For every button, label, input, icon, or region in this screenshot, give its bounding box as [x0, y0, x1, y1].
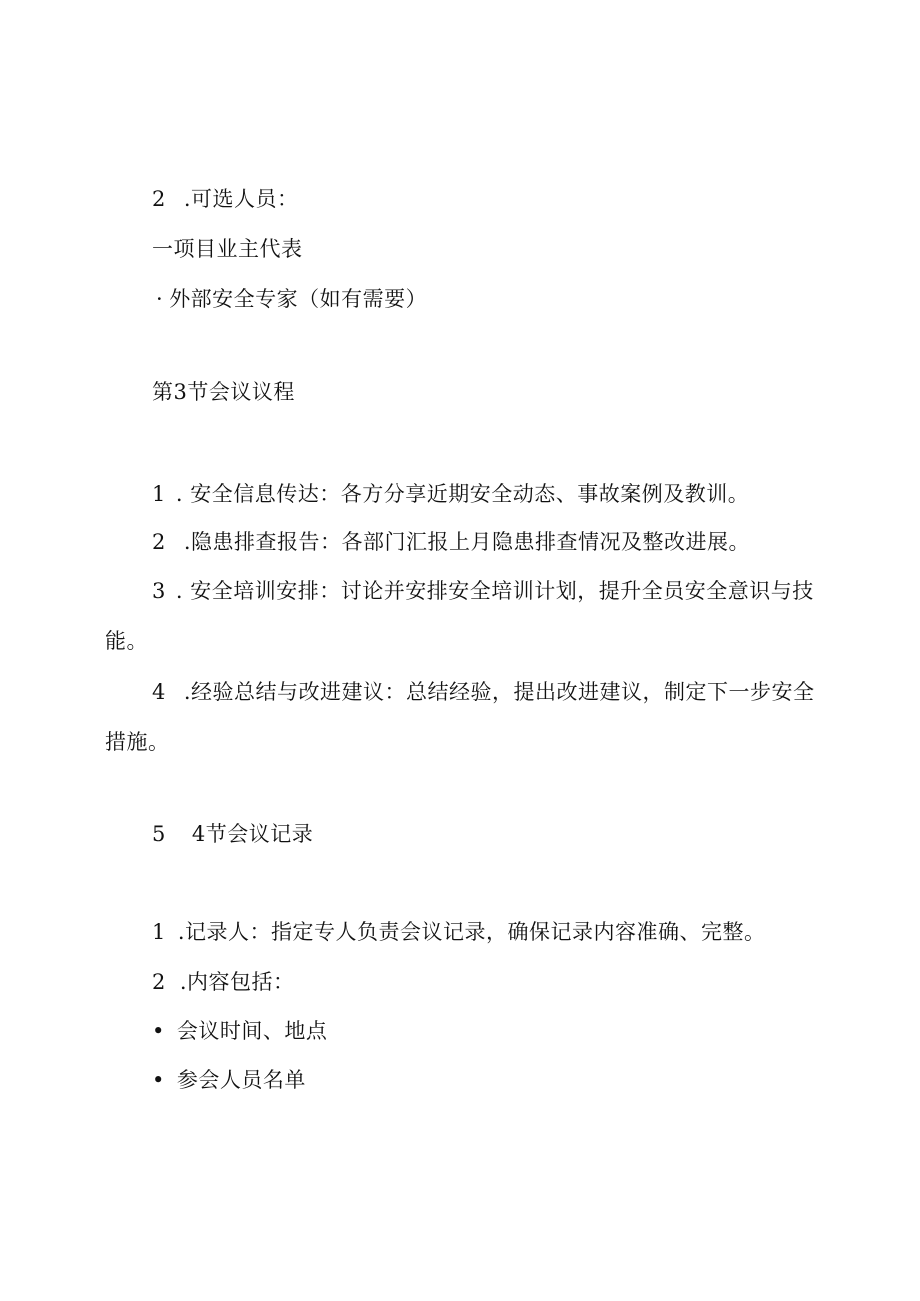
- record-item-text: .内容包括：: [179, 970, 295, 994]
- record-bullet-text: 参会人员名单: [176, 1068, 306, 1092]
- section4-title: [152, 822, 313, 846]
- agenda-item-3-cont: 能。: [105, 629, 148, 653]
- agenda-item-1: [152, 482, 749, 506]
- agenda-item-4-cont: 措施。: [105, 730, 170, 754]
- section3-title: 第3节会议议程: [152, 380, 295, 404]
- optional-heading: [152, 187, 299, 211]
- bullet-icon: •: [152, 1019, 165, 1043]
- agenda-item-num: 2: [152, 530, 166, 554]
- agenda-item-text: . 安全信息传达：各方分享近期安全动态、事故案例及教训。: [175, 482, 750, 506]
- record-item-1: [152, 920, 766, 944]
- record-item-num: 2: [152, 970, 166, 994]
- optional-item-owner: [152, 237, 303, 261]
- optional-heading-text: .可选人员：: [183, 187, 299, 211]
- agenda-item-2: [152, 530, 750, 554]
- agenda-item-num: 4: [152, 680, 166, 704]
- bullet-icon: ·: [156, 287, 164, 311]
- agenda-item-text: .隐患排查报告：各部门汇报上月隐患排查情况及整改进展。: [183, 530, 751, 554]
- section4-title-text: 4节会议记录: [191, 822, 314, 846]
- optional-item-owner-text: 一项目业主代表: [152, 237, 303, 261]
- record-bullet-2: [152, 1068, 306, 1092]
- agenda-item-text: .经验总结与改进建议：总结经验，提出改进建议，制定下一步安全: [183, 680, 815, 704]
- agenda-item-num: 3: [152, 579, 166, 603]
- agenda-item-4: [152, 680, 815, 704]
- optional-item-expert: [156, 287, 427, 311]
- record-item-2: [152, 970, 295, 994]
- record-item-num: 1: [152, 920, 166, 944]
- optional-heading-num: 2: [152, 187, 166, 211]
- record-bullet-1: [152, 1019, 327, 1043]
- bullet-icon: •: [152, 1068, 165, 1092]
- agenda-item-text: . 安全培训安排：讨论并安排安全培训计划，提升全员安全意识与技: [175, 579, 814, 603]
- optional-item-expert-text: 外部安全专家（如有需要）: [169, 287, 428, 311]
- record-bullet-text: 会议时间、地点: [176, 1019, 328, 1043]
- section4-title-num: 5: [152, 822, 166, 846]
- agenda-item-num: 1: [152, 482, 166, 506]
- agenda-item-3: [152, 579, 814, 603]
- record-item-text: .记录人：指定专人负责会议记录，确保记录内容准确、完整。: [177, 920, 766, 944]
